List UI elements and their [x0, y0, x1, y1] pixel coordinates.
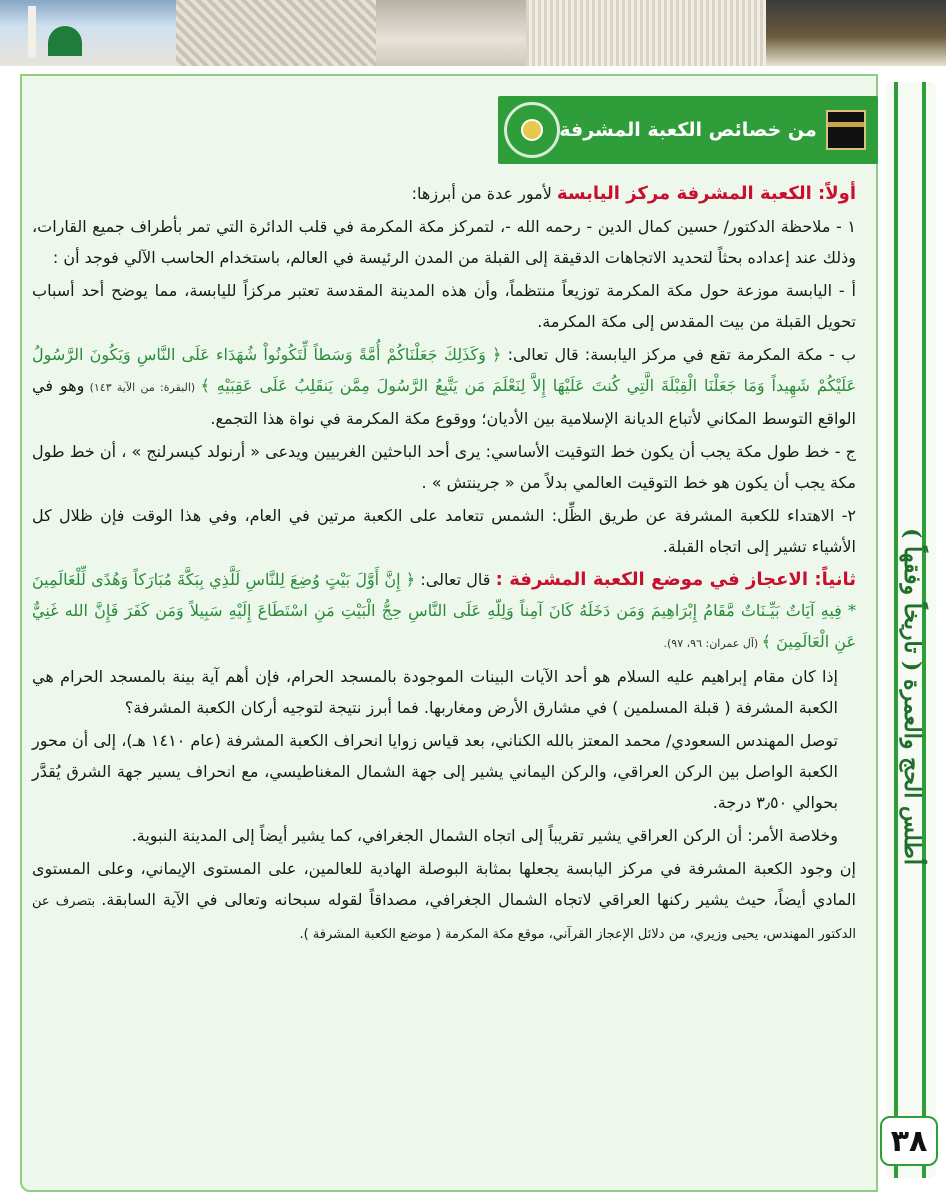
paragraph-7: ثانياً: الاعجاز في موضع الكعبة المشرفة : قال تعالى: ﴿ إِنَّ أَوَّلَ بَيْتٍ وُضِعَ لِلنَّاسِ لَلَّذِي بِبَكَّةَ مُبَارَكاً وَهُدًى لِّلْعَالَمِينَ * فِيهِ آيَاتٌ بَيِّـنَاتٌ مَّقَامُ إِبْرَاهِيمَ وَمَن دَخَلَهُ كَانَ آمِناً وَلِلّهِ عَلَى النَّاسِ حِجُّ الْبَيْتِ مَنِ اسْتَطَاعَ إِلَيْهِ سَبِيلاً وَمَن كَفَرَ فَإِنَّ الله غَنِيٌّ عَنِ الْعَالَمِينَ ﴾ (آل عمران: ٩٦، ٩٧).	[32, 569, 856, 651]
green-dome-shape	[48, 26, 82, 56]
paragraph-1: أولاً: الكعبة المشرفة مركز اليابسة لأمور عدة من أبرزها:	[411, 183, 856, 204]
paragraph-4: ب - مكة المكرمة تقع في مركز اليابسة: قال تعالى: ﴿ وَكَذَلِكَ جَعَلْنَاكُمْ أُمَّةً وَسَطاً لِّتَكُونُواْ شُهَدَاء عَلَى النَّاسِ وَيَكُونَ الرَّسُولُ عَلَيْكُمْ شَهِيداً وَمَا جَعَلْنَا الْقِبْلَةَ الَّتِي كُنتَ عَلَيْهَا إِلاَّ لِنَعْلَمَ مَن يَتَّبِعُ الرَّسُولَ مِمَّن يَنقَلِبُ عَلَى عَقِبَيْهِ ﴾ (البقرة: من الآية ١٤٣) وهو في الواقع التوسط المكاني لأتباع الديانة الإسلامية بين الأديان؛ ووقوع مكة المكرمة في نواة هذا التجمع.	[32, 345, 857, 428]
minaret-shape	[28, 6, 36, 58]
paragraph-3: أ - اليابسة موزعة حول مكة المكرمة توزيعاً منتظماً، وأن هذه المدينة المقدسة تعتبر مركزاً لليابسة، مما يوضح أحد أسباب تحويل القبلة من بيت المقدس إلى مكة المكرمة.	[32, 281, 856, 331]
quran-verse-1: ﴿ وَكَذَلِكَ جَعَلْنَاكُمْ أُمَّةً وَسَطاً لِّتَكُونُواْ شُهَدَاء عَلَى النَّاسِ وَيَكُونَ الرَّسُولُ عَلَيْكُمْ شَهِيداً وَمَا جَعَلْنَا الْقِبْلَةَ الَّتِي كُنتَ عَلَيْهَا إِلاَّ لِنَعْلَمَ مَن يَتَّبِعُ الرَّسُولَ مِمَّن يَنقَلِبُ عَلَى عَقِبَيْهِ ﴾	[32, 345, 856, 395]
heading-second: ثانياً: الاعجاز في موضع الكعبة المشرفة :	[495, 569, 856, 590]
quran-verse-2: ﴿ إِنَّ أَوَّلَ بَيْتٍ وُضِعَ لِلنَّاسِ لَلَّذِي بِبَكَّةَ مُبَارَكاً وَهُدًى لِّلْعَالَمِينَ * فِيهِ آيَاتٌ بَيِّـنَاتٌ مَّقَامُ إِبْرَاهِيمَ وَمَن دَخَلَهُ كَانَ آمِناً وَلِلّهِ عَلَى النَّاسِ حِجُّ الْبَيْتِ مَنِ اسْتَطَاعَ إِلَيْهِ سَبِيلاً وَمَن كَفَرَ فَإِنَّ الله غَنِيٌّ عَنِ الْعَالَمِينَ ﴾	[32, 570, 856, 651]
section-title: من خصائص الكعبة المشرفة	[559, 119, 817, 141]
page-frame	[0, 66, 946, 1200]
paragraph-6: ٢- الاهتداء للكعبة المشرفة عن طريق الظِّل: الشمس تتعامد على الكعبة مرتين في العام، وفي هذا الوقت فإن ظلال كل الأشياء تشير إلى اتجاه القبلة.	[32, 506, 856, 556]
pilgrims-crowd-photo	[526, 0, 766, 66]
prophet-mosque-photo	[0, 0, 176, 66]
paragraph-5: ج - خط طول مكة يجب أن يكون خط التوقيت الأساسي: يرى أحد الباحثين الغربيين ويدعى « أرنولد كيسرلنج » ، أن خط طول مكة يجب أن يكون هو خط التوقيت العالمي بدلاً من « جرينتش » .	[32, 442, 856, 492]
verse-ref-2: (آل عمران: ٩٦، ٩٧).	[663, 637, 762, 650]
mosque-courtyard-photo	[376, 0, 526, 66]
paragraph-8: إذا كان مقام إبراهيم عليه السلام هو أحد الآيات البينات الموجودة بالمسجد الحرام، فإن أهم آية بينة بالمسجد الحرام هي الكعبة المشرفة ( قبلة المسلمين ) في مشارق الأرض ومغاربها. فما أبرز نتيجة لتوجيه أركان الكعبة المشرفة؟	[32, 667, 838, 717]
page-number: ٣٨	[880, 1116, 938, 1166]
kaaba-icon	[826, 110, 866, 150]
paragraph-11: إن وجود الكعبة المشرفة في مركز اليابسة يجعلها بمثابة البوصلة الهادية للعالمين، على المستوى الإيماني، وعلى المستوى المادي أيضاً، حيث يشير ركنها العراقي لاتجاه الشمال الجغرافي، مصداقاً لقوله سبحانه وتعالى في الآية السابقة. بتصرف عن الدكتور المهندس، يحيى وزيري، من دلائل الإعجاز القرآني، موقع مكة المكرمة ( موضع الكعبة المشرفة ).	[32, 859, 856, 942]
heading-first: أولاً: الكعبة المشرفة مركز اليابسة	[556, 183, 856, 204]
paragraph-9: توصل المهندس السعودي/ محمد المعتز بالله الكناني، بعد قياس زوايا انحراف الكعبة المشرفة (عام ١٤١٠ هـ)، إلى أن محور الكعبة الواصل بين الركن العراقي، والركن اليماني يشير إلى جهة الشمال المغناطيسي، مع انحراف يسير جهة الشرق يُقدَّر بحوالي ٣٫٥٠ درجة.	[32, 731, 838, 812]
article-body	[32, 178, 856, 1178]
ornament-icon	[504, 102, 560, 158]
section-header	[498, 96, 878, 164]
paragraph-10: وخلاصة الأمر: أن الركن العراقي يشير تقريباً إلى اتجاه الشمال الجغرافي، كما يشير أيضاً إلى المدينة النبوية.	[131, 826, 838, 845]
kaaba-photo	[766, 0, 946, 66]
book-title-vertical: أطلس الحج والعمرة ( تاريخاً وفقهاً )	[899, 527, 925, 865]
paragraph-2: ١ - ملاحظة الدكتور/ حسين كمال الدين - رحمه الله -، لتمركز مكة المكرمة في قلب الدائرة التي تمر بأطراف جميع القارات، وذلك عند إعداده بحثاً لتحديد الاتجاهات الدقيقة إلى القبلة من المدن الرئيسة في العالم، باستخدام الحاسب الآلي فوجد أن :	[32, 217, 856, 267]
header-photo-banner	[0, 0, 946, 66]
arafat-crowd-photo	[176, 0, 376, 66]
verse-ref-1: (البقرة: من الآية ١٤٣)	[84, 381, 201, 394]
source-footnote: بتصرف عن الدكتور المهندس، يحيى وزيري، من دلائل الإعجاز القرآني، موقع مكة المكرمة ( موضع الكعبة المشرفة ).	[32, 894, 856, 942]
